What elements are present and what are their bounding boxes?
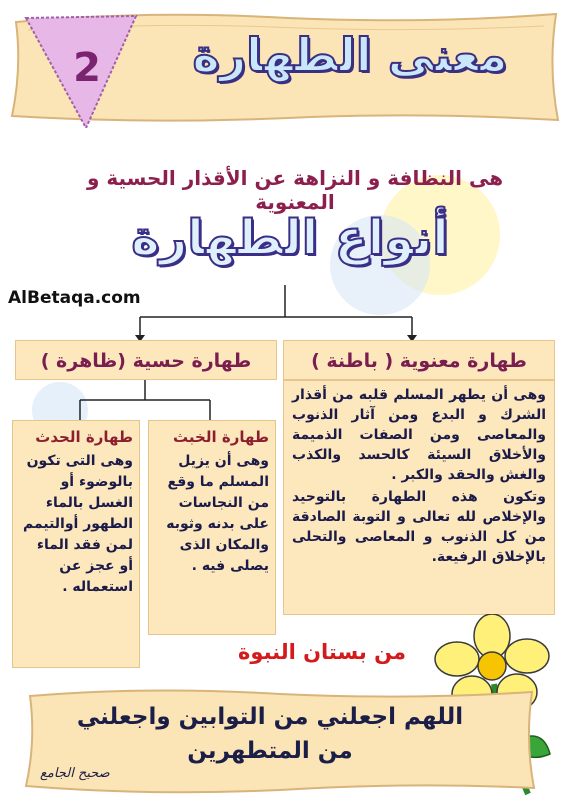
spiritual-purity-body [283, 380, 555, 615]
spiritual-purity-paragraph-1: وهى أن يطهر المسلم قلبه من أقذار الشرك و البدع ومن آثار الذنوب والمعاصى ومن الصفات الذميمة والأخلاق السيئة كالحسد والكذب والغش والحقد والكبر . [292, 387, 546, 483]
definition-text: هى النظافة و النزاهة عن الأقذار الحسية و المعنوية [86, 166, 504, 214]
hadath-purity-text: وهى التى تكون بالوضوء أو الغسل بالماء الطهور أوالتيمم لمن فقد الماء أو عجز عن استعماله . [23, 453, 133, 595]
hadath-purity-title: طهارة الحدث [35, 428, 133, 446]
khabath-purity-box [148, 420, 276, 635]
hadath-purity-box [12, 420, 140, 668]
types-title: أنواع الطهارة [131, 210, 449, 266]
dua-line-1: اللهم اجعلني من التوابين واجعلني [76, 704, 464, 730]
dua-text [50, 700, 490, 768]
spiritual-purity-paragraph-2: وتكون هذه الطهارة بالتوحيد والإخلاص لله تعالى و التوبة الصادقة من كل الذنوب و المعاصى والتحلى بالإخلاق الرفيعة. [292, 489, 546, 565]
site-watermark: AlBetaqa.com [8, 288, 141, 308]
physical-purity-header: طهارة حسية (ظاهرة ) [15, 340, 277, 380]
khabath-purity-text: وهى أن يزيل المسلم ما وقع من النجاسات على بدنه وثوبه والمكان الذى يصلى فيه . [166, 453, 269, 574]
dua-line-2: من المتطهرين [187, 738, 353, 764]
khabath-purity-title: طهارة الخبث [173, 428, 269, 446]
lesson-number-badge: 2 [73, 45, 101, 91]
spiritual-purity-header: طهارة معنوية ( باطنة ) [283, 340, 555, 380]
hadith-reference: صحيح الجامع [40, 766, 110, 781]
page-title: معنى الطهارة [192, 28, 508, 82]
source-label: من بستان النبوة [238, 640, 406, 664]
